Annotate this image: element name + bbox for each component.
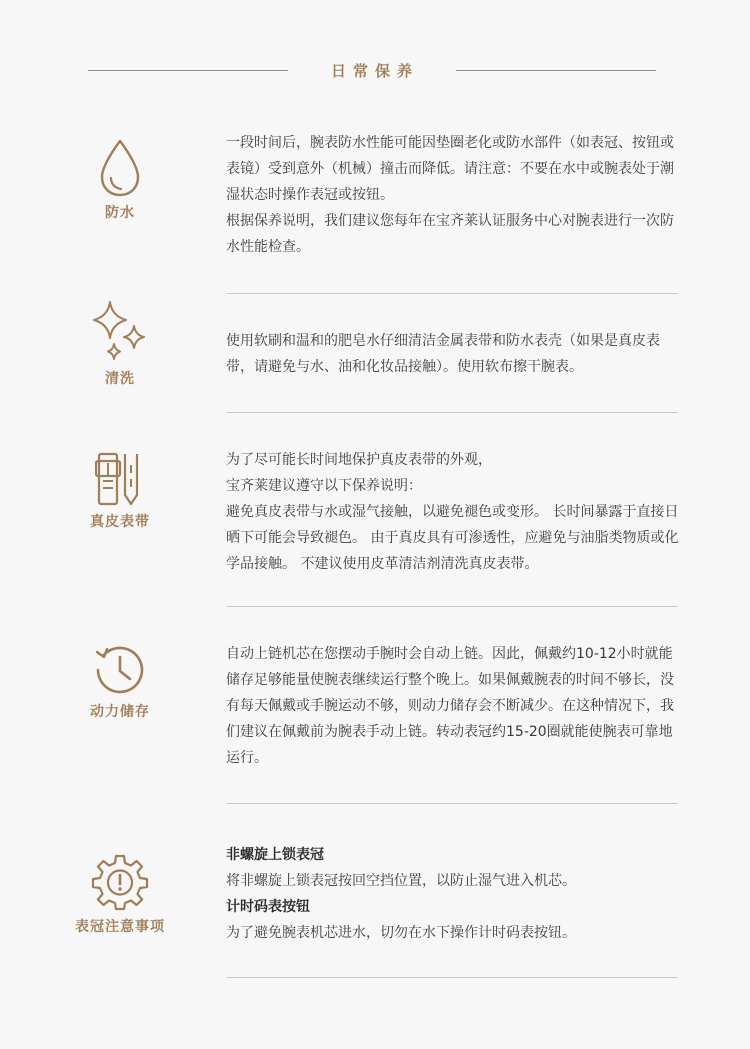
section-divider (227, 293, 678, 294)
subheading: 非螺旋上锁表冠 (226, 847, 324, 863)
icon-label-power-reserve: 动力储存 (90, 704, 150, 720)
strap-icon (95, 451, 145, 507)
icon-block-power-reserve (60, 643, 180, 721)
section-divider (227, 977, 678, 978)
sparkle-icon (90, 300, 150, 364)
paragraph: 宝齐莱建议遵守以下保养说明： (226, 478, 422, 494)
text-crown (226, 842, 682, 946)
icon-block-waterproof (60, 138, 180, 222)
paragraph: 根据保养说明，我们建议您每年在宝齐莱认证服务中心对腕表进行一次防水性能检查。 (226, 213, 674, 255)
water-drop-icon (97, 138, 143, 198)
section-divider (227, 412, 678, 413)
paragraph: 自动上链机芯在您摆动手腕时会自动上链。因此，佩戴约10-12小时就能储存足够能量使腕表继续运行整个晚上。如果佩戴腕表的时间不够长，没有每天佩戴或手腕运动不够，则动力储存会不断减少。在这种情况下，我们建议在佩戴前为腕表手动上链。转动表冠约15-20圈就能使腕表可靠地运行。 (226, 646, 674, 766)
icon-label-cleaning: 清洗 (105, 371, 135, 387)
icon-block-crown (60, 852, 180, 936)
icon-block-leather-strap (60, 451, 180, 531)
subheading: 计时码表按钮 (226, 899, 310, 915)
icon-label-crown: 表冠注意事项 (75, 919, 165, 935)
gear-warning-icon (90, 852, 150, 912)
paragraph: 为了尽可能长时间地保护真皮表带的外观， (226, 452, 492, 468)
text-power-reserve (226, 641, 682, 771)
header-rule-right (456, 70, 656, 71)
header-rule-left (88, 70, 288, 71)
paragraph: 一段时间后，腕表防水性能可能因垫圈老化或防水部件（如表冠、按钮或表镜）受到意外（机械）撞击而降低。请注意：不要在水中或腕表处于潮湿状态时操作表冠或按钮。 (226, 135, 674, 203)
icon-label-waterproof: 防水 (105, 205, 135, 221)
paragraph: 使用软刷和温和的肥皂水仔细清洁金属表带和防水表壳（如果是真皮表带，请避免与水、油和化妆品接触）。使用软布擦干腕表。 (226, 333, 660, 375)
power-reserve-clock-icon (93, 643, 147, 697)
section-divider (227, 606, 678, 607)
paragraph: 避免真皮表带与水或湿气接触，以避免褪色或变形。 长时间暴露于直接日晒下可能会导致褪色。 由于真皮具有可渗透性，应避免与油脂类物质或化学品接触。 不建议使用皮革清洁剂清洗真皮表带。 (226, 504, 679, 572)
icon-label-leather-strap: 真皮表带 (90, 514, 150, 530)
text-cleaning (226, 328, 682, 380)
text-waterproof (226, 130, 682, 260)
icon-block-cleaning (60, 300, 180, 388)
text-leather-strap (226, 447, 682, 577)
section-header (0, 56, 750, 86)
paragraph: 为了避免腕表机芯进水，切勿在水下操作计时码表按钮。 (226, 925, 576, 941)
page-title: 日常保养 (330, 62, 419, 80)
paragraph: 将非螺旋上锁表冠按回空挡位置，以防止湿气进入机芯。 (226, 873, 576, 889)
section-divider (227, 803, 678, 804)
